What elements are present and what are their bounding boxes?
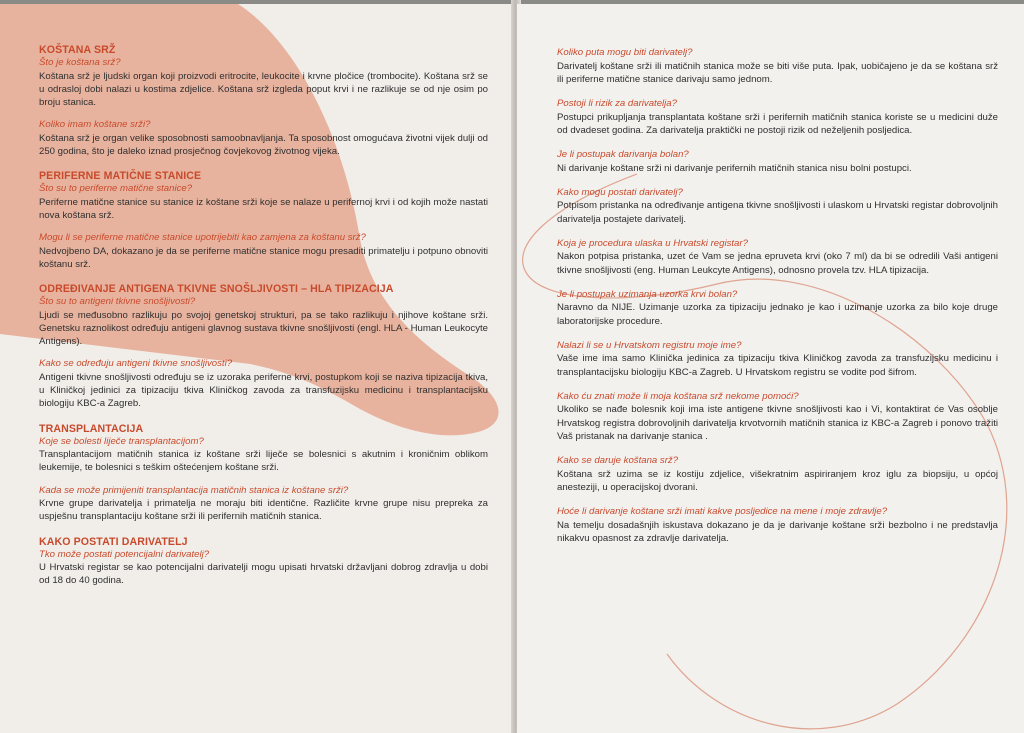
section-transplantation	[39, 423, 488, 524]
heading-bone-marrow: KOŠTANA SRŽ	[39, 44, 116, 56]
faq-item	[557, 187, 998, 226]
question: Mogu li se periferne matične stanice upotrijebiti kao zamjena za koštanu srž?	[39, 232, 366, 244]
answer: Darivatelj koštane srži ili matičnih stanica može se biti više puta. Ipak, uobičajeno je da se koštana srž ili periferne matične stanice darivaju samo jednom.	[557, 60, 998, 85]
question: Kako mogu postati darivatelj?	[557, 186, 683, 198]
faq-item	[557, 455, 998, 494]
section-hla-typing	[39, 283, 488, 410]
answer: Koštana srž uzima se iz kostiju zdjelice, višekratnim aspiriranjem kroz iglu za biopsiju, u općoj anesteziji, u operacijskoj dvorani.	[557, 468, 998, 493]
answer: Postupci prikupljanja transplantata koštane srži i perifernih matičnih stanica koriste se u medicini duže od dvadeset godina. Za darivatelja praktički ne postoji rizik od neželjenih posljedica.	[557, 111, 998, 136]
answer: Potpisom pristanka na određivanje antigena tkivne snošljivosti i ulaskom u Hrvatski registar dobrovoljnih darivatelja postajete darivatelj.	[557, 200, 998, 225]
right-page	[517, 4, 1024, 733]
answer: Koštana srž je organ velike sposobnosti samoobnavljanja. Ta sposobnost omogućava životni vijek dulji od 250 godina, što je daleko iznad prosječnog čovjekovog životnog vijeka.	[39, 132, 488, 157]
section-become-donor	[39, 536, 488, 588]
heading-transplantation: TRANSPLANTACIJA	[39, 422, 144, 435]
answer: U Hrvatski registar se kao potencijalni darivatelji mogu upisati hrvatski državljani dobrog zdravlja u dobi od 18 do 40 godina.	[39, 562, 488, 587]
question: Je li postupak darivanja bolan?	[557, 149, 689, 160]
answer: Periferne matične stanice su stanice iz koštane srži koje se nalaze u perifernoj krvi i od kojih može nastati nova koštana srž.	[39, 196, 488, 221]
question: Nalazi li se u Hrvatskom registru moje ime?	[557, 339, 742, 351]
question: Kako se daruje koštana srž?	[557, 455, 679, 466]
right-column	[557, 47, 998, 557]
answer: Naravno da NIJE. Uzimanje uzorka za tipizaciju jednako je kao i uzimanje uzorka za bilo koje druge laboratorijske procedure.	[557, 302, 998, 327]
answer: Ljudi se međusobno razlikuju po svojoj genetskoj strukturi, pa se tako razlikuju i njihove koštane srži. Genetsku raznolikost određuju antigeni glavnog sustava tkivne snošljivosti (engl. HLA - Human Leukocyte Antigens).	[39, 309, 488, 348]
answer: Antigeni tkivne snošljivosti određuju se iz uzoraka periferne krvi, postupkom koji se naziva tipizacija tkiva, u Kliničkoj jedinici za tipizaciju tkiva Kliničkog zavoda za transfuzijsku medicinu i transplantacijsku biologiju KBC-a Zagreb.	[39, 372, 488, 410]
answer: Krvne grupe darivatelja i primatelja ne moraju biti identične. Različite krvne grupe nisu prepreka za uspješnu transplantaciju koštane srži ili perifernih matičnih stanica.	[39, 498, 488, 523]
faq-item	[557, 238, 998, 277]
faq-item	[557, 289, 998, 328]
answer: Nedvojbeno DA, dokazano je da se periferne matične stanice mogu presaditi primatelju i potpuno obnoviti koštanu srž.	[39, 245, 488, 270]
section-bone-marrow	[39, 44, 488, 158]
heading-hla: ODREĐIVANJE ANTIGENA TKIVNE SNOŠLJIVOSTI – HLA TIPIZACIJA	[39, 283, 394, 296]
faq-item	[557, 340, 998, 379]
question: Koliko imam koštane srži?	[39, 119, 151, 131]
left-column	[39, 44, 488, 600]
answer: Nakon potpisa pristanka, uzet će Vam se jedna epruveta krvi (oko 7 ml) da bi se odredili Vaši antigeni tkivne snošljivosti (eng. Human Leukcyte Antigens), odnosno provela tzv. HLA tipizacija.	[557, 251, 998, 276]
question: Kada se može primijeniti transplantacija matičnih stanica iz koštane srži?	[39, 484, 349, 496]
question: Tko može postati potencijalni darivatelj?	[39, 548, 210, 560]
heading-peripheral: PERIFERNE MATIČNE STANICE	[39, 170, 202, 183]
faq-item	[557, 149, 998, 175]
question: Kako se određuju antigeni tkivne snošljivosti?	[39, 358, 233, 370]
question: Što je koštana srž?	[39, 57, 121, 68]
question: Je li postupak uzimanja uzorka krvi bolan?	[557, 288, 738, 300]
section-peripheral-stem-cells	[39, 170, 488, 271]
left-page	[0, 4, 514, 733]
faq-item	[557, 391, 998, 443]
question: Koja je procedura ulaska u Hrvatski registar?	[557, 237, 748, 249]
question: Što su to antigeni tkivne snošljivosti?	[39, 296, 196, 308]
heading-become-donor: KAKO POSTATI DARIVATELJ	[39, 535, 188, 548]
faq-item	[557, 47, 998, 86]
question: Koje se bolesti liječe transplantacijom?	[39, 435, 204, 447]
answer: Ukoliko se nađe bolesnik koji ima iste antigene tkivne snošljivosti kao i Vi, kontaktirat će Vas osoblje Hrvatskog registra dobrovoljnih darivatelja krvotvornih matičnih stanica iz KBC-a Zagreb i ponovo tražiti Vaš pristanak na darivanje stanica .	[557, 404, 998, 442]
faq-item	[557, 506, 998, 545]
question: Hoće li darivanje koštane srži imati kakve posljedice na mene i moje zdravlje?	[557, 506, 888, 517]
answer: Vaše ime ima samo Klinička jedinica za tipizaciju tkiva Kliničkog zavoda za transfuzijsku medicinu i transplantacijsku biologiju KBC-a Zagreb. U Hrvatskom registru se vodite pod šifrom.	[557, 353, 998, 378]
answer: Koštana srž je ljudski organ koji proizvodi eritrocite, leukocite i krvne pločice (trombocite). Koštana srž se u odrasloj dobi nalazi u kostima zdjelice. Koštana srž izgleda poput krvi i ne razlikuje se od nje osim po broju stanica.	[39, 70, 488, 108]
answer: Transplantacijom matičnih stanica iz koštane srži liječe se bolesnici s akutnim i kroničnim oblikom leukemije, te bolesnici s teškim oštećenjem koštane srži.	[39, 449, 488, 474]
answer: Ni darivanje koštane srži ni darivanje perifernih matičnih stanica nisu bolni postupci.	[557, 162, 912, 174]
answer: Na temelju dosadašnjih iskustava dokazano je da je darivanje koštane srži bezbolno i ne predstavlja nikakvu opasnost za zdravlje darivatelja.	[557, 519, 998, 544]
faq-item	[557, 98, 998, 137]
question: Kako ću znati može li moja koštana srž nekome pomoći?	[557, 390, 799, 402]
question: Postoji li rizik za darivatelja?	[557, 98, 677, 109]
question: Koliko puta mogu biti darivatelj?	[557, 47, 693, 58]
question: Što su to periferne matične stanice?	[39, 183, 193, 195]
